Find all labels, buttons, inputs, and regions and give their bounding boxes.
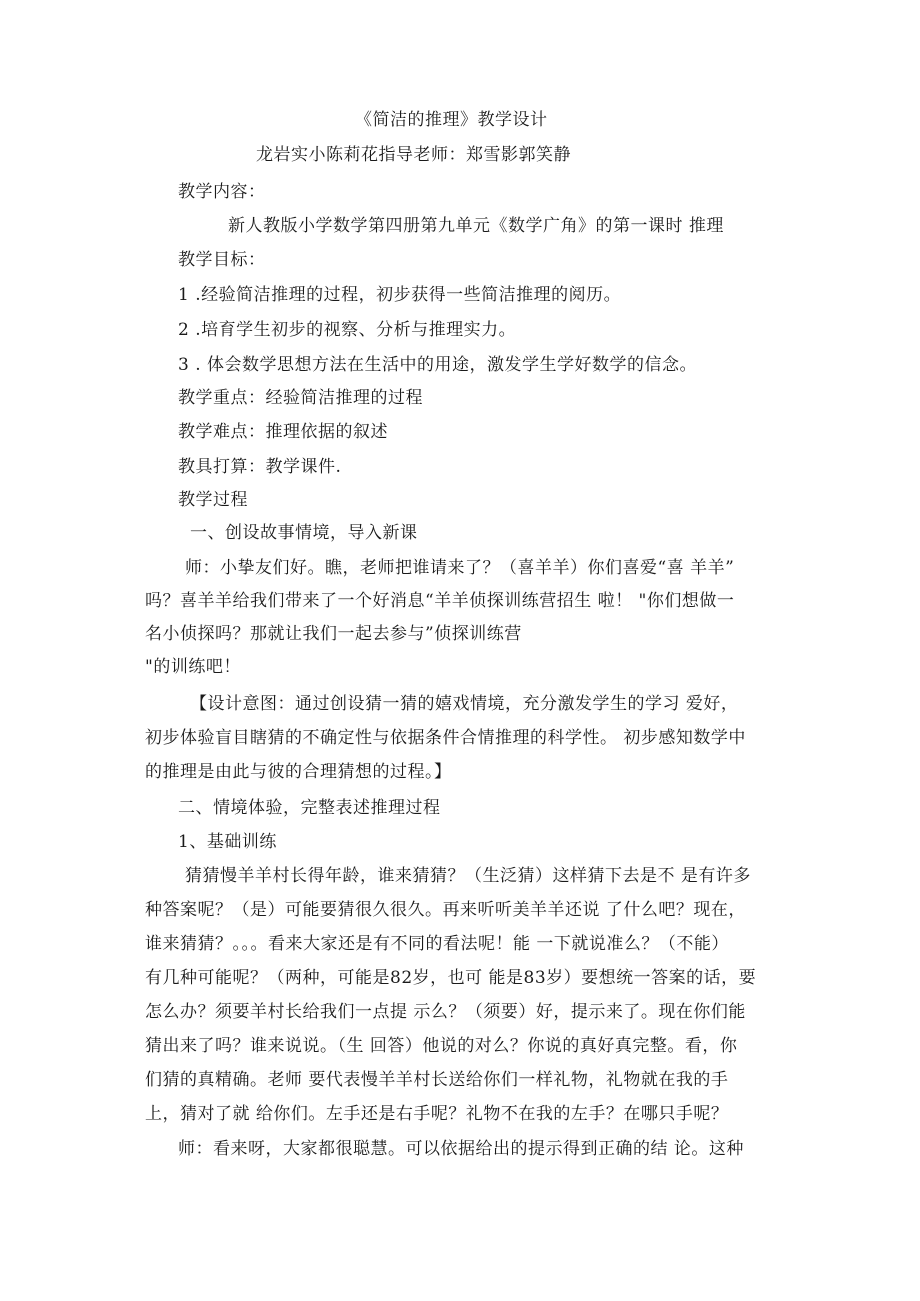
design-intent-line: 【设计意图：通过创设猜一猜的嬉戏情境，充分激发学生的学习 爱好， bbox=[190, 694, 739, 714]
paragraph-line: 猜出来了吗？谁来说说。（生 回答）他说的对么？你说的真好真完整。看，你 bbox=[145, 1036, 738, 1056]
paragraph-line: 种答案呢？（是）可能要猜很久很久。再来听听美羊羊还说 了什么吧？现在， bbox=[145, 900, 746, 920]
paragraph-line: 有几种可能呢？（两种，可能是82岁，也可 能是83岁）要想统一答案的话，要 bbox=[145, 968, 757, 988]
content-text: 新人教版小学数学第四册第九单元《数学广角》的第一课时 推理 bbox=[228, 216, 724, 236]
paragraph-line: 们猜的真精确。老师 要代表慢羊羊村长送给你们一样礼物，礼物就在我的手 bbox=[145, 1070, 729, 1090]
tools: 教具打算：教学课件. bbox=[178, 457, 342, 477]
paragraph-line: 谁来猜猜？。。。看来大家还是有不同的看法呢！能 一下就说准么？（不能） bbox=[145, 934, 729, 954]
paragraph-line: 师：看来呀，大家都很聪慧。可以依据给出的提示得到正确的结 论。这种 bbox=[178, 1139, 744, 1159]
difficulty: 教学难点：推理依据的叙述 bbox=[178, 422, 388, 442]
goal-item: 3 . 体会数学思想方法在生活中的用途，激发学生学好数学的信念。 bbox=[178, 355, 698, 375]
goals-heading: 教学目标： bbox=[178, 250, 266, 270]
section2-heading: 二、情境体验，完整表述推理过程 bbox=[178, 798, 441, 818]
goal-item: 1 .经验简洁推理的过程，初步获得一些简洁推理的阅历。 bbox=[178, 285, 622, 305]
content-heading: 教学内容： bbox=[178, 182, 266, 202]
process-heading: 教学过程 bbox=[178, 490, 248, 510]
paragraph-line: 上，猜对了就 给你们。左手还是右手呢？礼物不在我的左手？在哪只手呢？ bbox=[145, 1104, 729, 1124]
doc-title: 《简洁的推理》教学设计 bbox=[355, 110, 548, 130]
paragraph-line: 怎么办？须要羊村长给我们一点提 示么？（须要）好，提示来了。现在你们能 bbox=[145, 1002, 746, 1022]
paragraph-line: "的训练吧！ bbox=[145, 657, 241, 677]
key-point: 教学重点：经验简洁推理的过程 bbox=[178, 388, 423, 408]
paragraph-line: 师：小挚友们好。瞧，老师把谁请来了？（喜羊羊）你们喜爱“喜 羊羊” bbox=[185, 558, 735, 578]
paragraph-line: 名小侦探吗？那就让我们一起去参与”侦探训练营 bbox=[145, 624, 522, 644]
section1-heading: 一、创设故事情境，导入新课 bbox=[190, 523, 418, 543]
subsection1-heading: 1、基础训练 bbox=[178, 832, 277, 852]
paragraph-line: 吗？喜羊羊给我们带来了一个好消息“羊羊侦探训练营招生 啦！ "你们想做一 bbox=[145, 591, 735, 611]
design-intent-line: 的推理是由此与彼的合理猜想的过程。】 bbox=[145, 762, 452, 782]
doc-author: 龙岩实小陈莉花指导老师：郑雪影郭笑静 bbox=[256, 145, 571, 165]
design-intent-line: 初步体验盲目瞎猜的不确定性与依据条件合情推理的科学性。 初步感知数学中 bbox=[145, 728, 746, 748]
paragraph-line: 猜猜慢羊羊村长得年龄，谁来猜猜？（生泛猜）这样猜下去是不 是有许多 bbox=[185, 866, 751, 886]
goal-item: 2 .培育学生初步的视察、分析与推理实力。 bbox=[178, 320, 517, 340]
